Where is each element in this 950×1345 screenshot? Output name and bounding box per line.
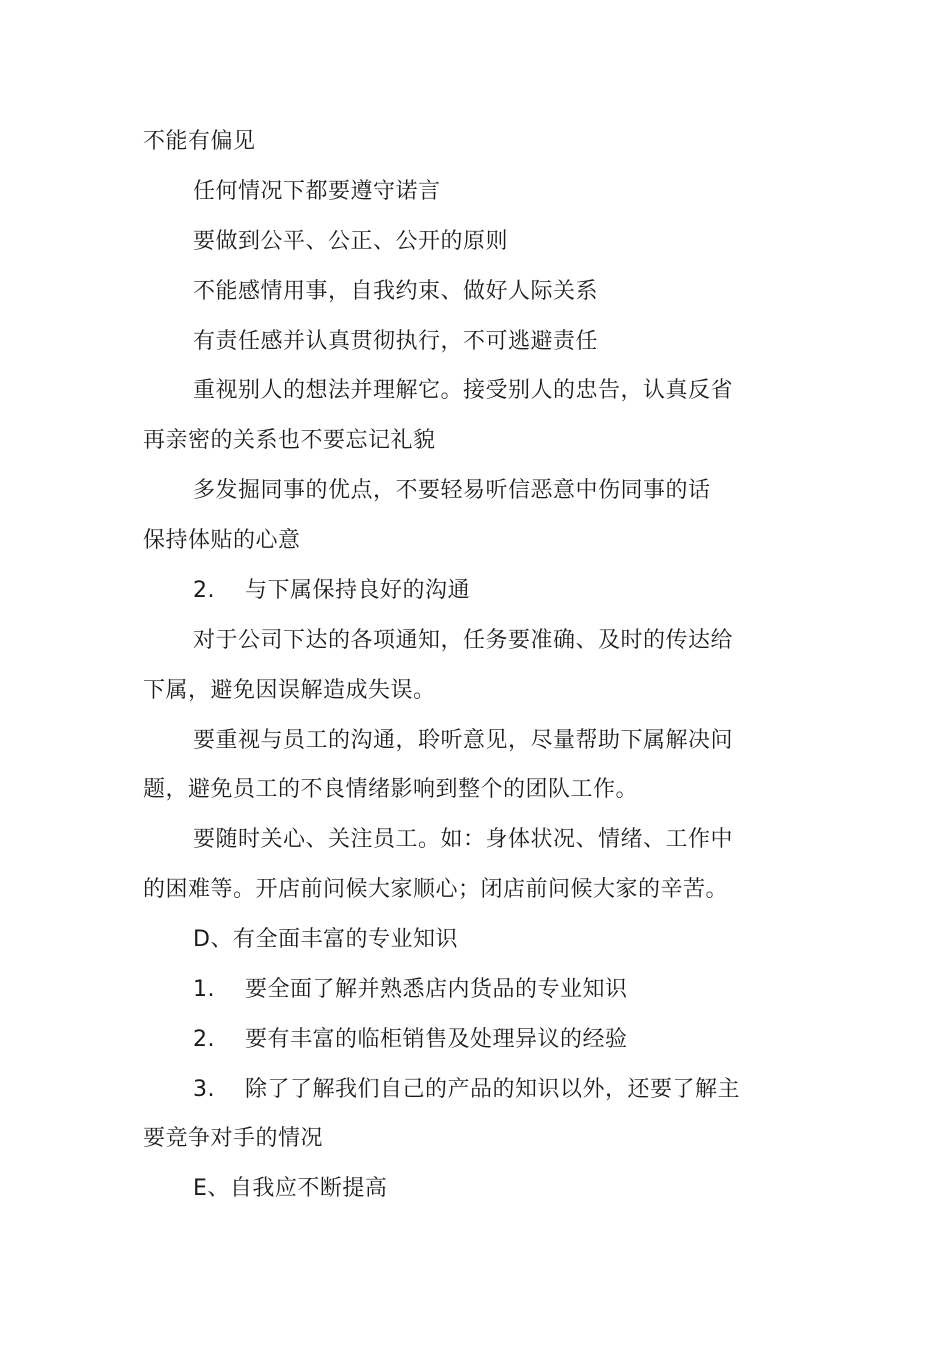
numbered-item xyxy=(193,1026,628,1054)
text-line: 任何情况下都要遵守诺言 xyxy=(193,179,441,204)
text-line: 下属，避免因误解造成失误。 xyxy=(143,678,436,703)
text-line: 有责任感并认真贯彻执行，不可逃避责任 xyxy=(193,329,599,354)
section-heading: E、自我应不断提高 xyxy=(193,1176,388,1201)
text-line: 再亲密的关系也不要忘记礼貌 xyxy=(143,428,436,453)
item-number: 2. xyxy=(193,1027,215,1052)
numbered-item xyxy=(193,1076,740,1104)
text-line: 保持体贴的心意 xyxy=(143,528,301,553)
numbered-item xyxy=(193,976,628,1004)
text-line: 多发掘同事的优点，不要轻易听信恶意中伤同事的话 xyxy=(193,478,711,503)
text-line: 不能有偏见 xyxy=(143,129,256,154)
text-line: 的困难等。开店前问候大家顺心；闭店前问候大家的辛苦。 xyxy=(143,877,729,902)
text-line: 要竞争对手的情况 xyxy=(143,1126,324,1151)
item-label: 除了了解我们自己的产品的知识以外，还要了解主 xyxy=(245,1077,741,1102)
text-line: 要重视与员工的沟通，聆听意见，尽量帮助下属解决问 xyxy=(193,728,734,753)
section-heading: D、有全面丰富的专业知识 xyxy=(193,927,458,952)
text-line: 重视别人的想法并理解它。接受别人的忠告，认真反省 xyxy=(193,378,734,403)
item-number: 3. xyxy=(193,1077,215,1102)
item-number: 1. xyxy=(193,977,215,1002)
text-line: 要随时关心、关注员工。如：身体状况、情绪、工作中 xyxy=(193,827,734,852)
text-line: 对于公司下达的各项通知，任务要准确、及时的传达给 xyxy=(193,628,734,653)
item-label: 要全面了解并熟悉店内货品的专业知识 xyxy=(245,977,628,1002)
item-label: 与下属保持良好的沟通 xyxy=(245,578,471,603)
text-line: 题，避免员工的不良情绪影响到整个的团队工作。 xyxy=(143,777,639,802)
numbered-item xyxy=(193,577,470,605)
text-line: 要做到公平、公正、公开的原则 xyxy=(193,229,509,254)
item-label: 要有丰富的临柜销售及处理异议的经验 xyxy=(245,1027,628,1052)
text-line: 不能感情用事，自我约束、做好人际关系 xyxy=(193,279,599,304)
item-number: 2. xyxy=(193,578,215,603)
